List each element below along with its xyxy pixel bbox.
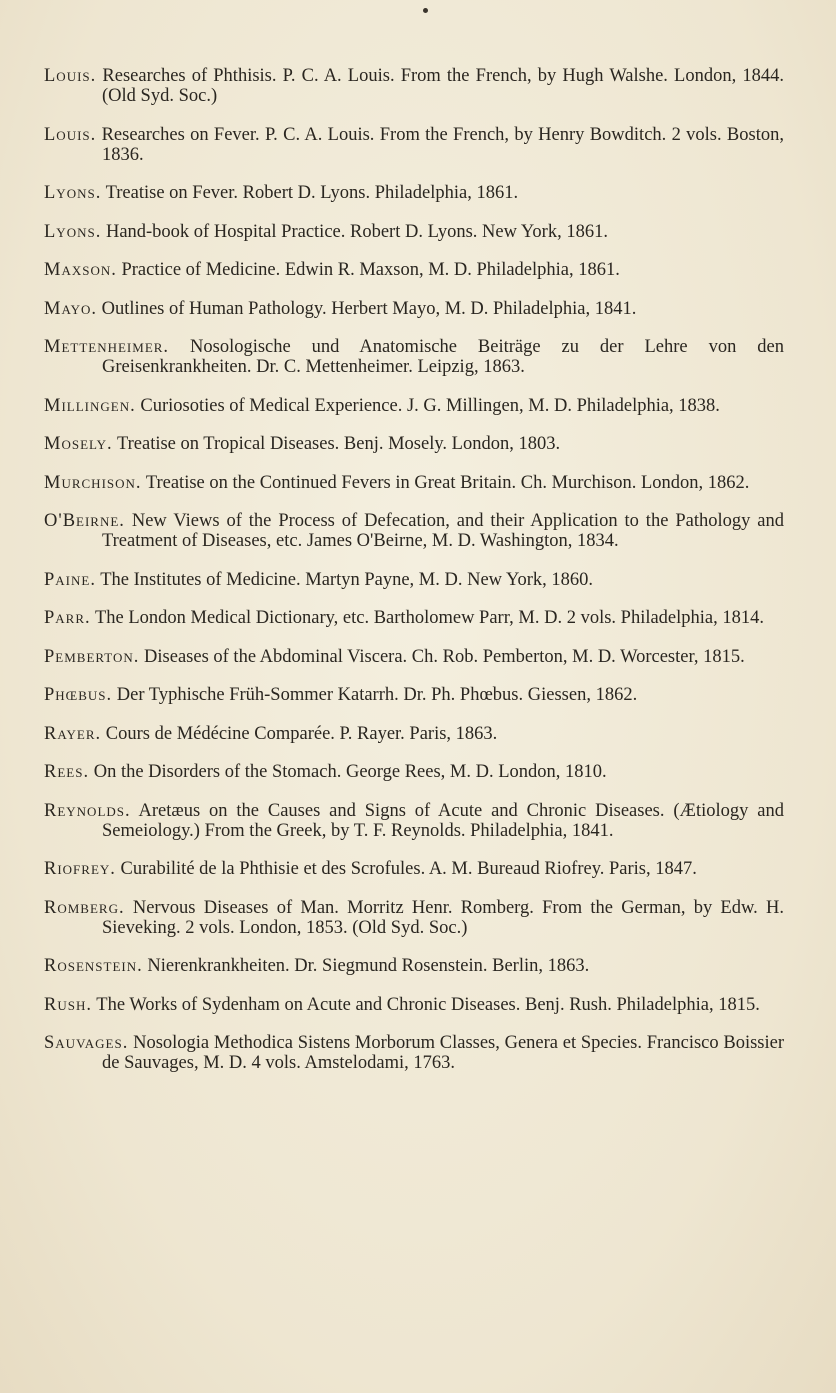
entry-text: Researches on Fever. P. C. A. Louis. From the French, by Henry Bowditch. 2 vols. Boston, 1836. bbox=[96, 124, 784, 165]
entry-text: Practice of Medicine. Edwin R. Maxson, M. D. Philadelphia, 1861. bbox=[116, 260, 620, 280]
entry-text: Der Typhische Früh-Sommer Katarrh. Dr. Ph. Phœbus. Giessen, 1862. bbox=[112, 685, 638, 705]
bibliography-entry bbox=[44, 337, 784, 377]
bibliography-entry bbox=[44, 898, 784, 938]
entry-author-name: Romberg. bbox=[44, 897, 125, 918]
bibliography-entry bbox=[44, 511, 784, 551]
bibliography-list bbox=[44, 66, 784, 1082]
entry-text: Curabilité de la Phthisie et des Scrofules. A. M. Bureaud Riofrey. Paris, 1847. bbox=[115, 859, 697, 879]
bibliography-entry bbox=[44, 473, 784, 493]
entry-author-name: Murchison. bbox=[44, 472, 142, 493]
bibliography-entry bbox=[44, 183, 784, 203]
entry-author-name: Mayo. bbox=[44, 298, 98, 319]
bibliography-entry bbox=[44, 647, 784, 667]
entry-text: Nierenkrankheiten. Dr. Siegmund Rosenstein. Berlin, 1863. bbox=[142, 956, 590, 976]
bibliography-entry bbox=[44, 299, 784, 319]
entry-author-name: Riofrey. bbox=[44, 859, 116, 879]
entry-text: Treatise on the Continued Fevers in Great Britain. Ch. Murchison. London, 1862. bbox=[141, 472, 750, 493]
entry-text: On the Disorders of the Stomach. George Rees, M. D. London, 1810. bbox=[89, 762, 607, 782]
entry-author-name: Lyons. bbox=[44, 183, 102, 203]
bibliography-entry bbox=[44, 396, 784, 416]
bibliography-entry bbox=[44, 1033, 784, 1073]
bibliography-entry bbox=[44, 995, 784, 1015]
entry-author-name: Louis. bbox=[44, 124, 97, 145]
entry-author-name: Pemberton. bbox=[44, 646, 140, 667]
entry-author-name: Millingen. bbox=[44, 395, 136, 416]
bibliography-entry bbox=[44, 570, 784, 590]
entry-author-name: Lyons. bbox=[44, 221, 102, 242]
entry-text: Cours de Médécine Comparée. P. Rayer. Paris, 1863. bbox=[101, 723, 498, 744]
entry-author-name: Sauvages. bbox=[44, 1033, 129, 1053]
entry-text: Aretæus on the Causes and Signs of Acute and Chronic Diseases. (Ætiology and Semeiology.) From the Greek, by T. F. Reynolds. Philadelphia, 1841. bbox=[102, 800, 784, 841]
entry-author-name: Mettenheimer. bbox=[44, 337, 170, 357]
bibliography-entry bbox=[44, 66, 784, 106]
entry-author-name: Rosenstein. bbox=[44, 956, 143, 976]
entry-author-name: Paine. bbox=[44, 569, 96, 590]
entry-text: The London Medical Dictionary, etc. Bartholomew Parr, M. D. 2 vols. Philadelphia, 1814. bbox=[90, 608, 765, 628]
bibliography-entry bbox=[44, 801, 784, 841]
bibliography-entry bbox=[44, 956, 784, 976]
entry-author-name: Reynolds. bbox=[44, 800, 131, 821]
entry-author-name: O'Beirne. bbox=[44, 511, 125, 531]
entry-text: Curiosoties of Medical Experience. J. G. Millingen, M. D. Philadelphia, 1838. bbox=[135, 395, 720, 416]
bibliography-entry bbox=[44, 724, 784, 744]
entry-text: New Views of the Process of Defecation, and their Application to the Pathology and Treatment of Diseases, etc. James O'Beirne, M. D. Washington, 1834. bbox=[102, 511, 784, 551]
entry-author-name: Mosely. bbox=[44, 434, 113, 454]
entry-author-name: Louis. bbox=[44, 66, 97, 86]
entry-text: Researches of Phthisis. P. C. A. Louis. From the French, by Hugh Walshe. London, 1844. (Old Syd. Soc.) bbox=[96, 66, 784, 106]
entry-text: Treatise on Tropical Diseases. Benj. Mosely. London, 1803. bbox=[112, 434, 561, 454]
entry-author-name: Rees. bbox=[44, 762, 90, 782]
bibliography-entry bbox=[44, 762, 784, 782]
ink-dot bbox=[423, 8, 428, 13]
bibliography-entry bbox=[44, 260, 784, 280]
bibliography-entry bbox=[44, 859, 784, 879]
entry-author-name: Parr. bbox=[44, 608, 91, 628]
entry-text: Hand-book of Hospital Practice. Robert D. Lyons. New York, 1861. bbox=[101, 221, 608, 242]
entry-text: The Institutes of Medicine. Martyn Payne, M. D. New York, 1860. bbox=[95, 569, 594, 590]
entry-text: Treatise on Fever. Robert D. Lyons. Philadelphia, 1861. bbox=[101, 183, 519, 203]
entry-text: Nosologische und Anatomische Beiträge zu der Lehre von den Greisenkrankheiten. Dr. C. Mettenheimer. Leipzig, 1863. bbox=[102, 337, 784, 377]
entry-author-name: Rayer. bbox=[44, 723, 102, 744]
bibliography-entry bbox=[44, 685, 784, 705]
entry-text: The Works of Sydenham on Acute and Chronic Diseases. Benj. Rush. Philadelphia, 1815. bbox=[91, 994, 760, 1015]
bibliography-entry bbox=[44, 125, 784, 165]
bibliography-entry bbox=[44, 608, 784, 628]
entry-author-name: Phœbus. bbox=[44, 685, 113, 705]
bibliography-entry bbox=[44, 434, 784, 454]
entry-author-name: Maxson. bbox=[44, 260, 117, 280]
entry-text: Outlines of Human Pathology. Herbert Mayo, M. D. Philadelphia, 1841. bbox=[97, 298, 637, 319]
entry-text: Nervous Diseases of Man. Morritz Henr. Romberg. From the German, by Edw. H. Sieveking. 2 vols. London, 1853. (Old Syd. Soc.) bbox=[102, 897, 784, 938]
entry-author-name: Rush. bbox=[44, 994, 92, 1015]
entry-text: Nosologia Methodica Sistens Morborum Classes, Genera et Species. Francisco Boissier de Sauvages, M. D. 4 vols. Amstelodami, 1763. bbox=[102, 1033, 784, 1073]
entry-text: Diseases of the Abdominal Viscera. Ch. Rob. Pemberton, M. D. Worcester, 1815. bbox=[139, 646, 745, 667]
bibliography-entry bbox=[44, 222, 784, 242]
